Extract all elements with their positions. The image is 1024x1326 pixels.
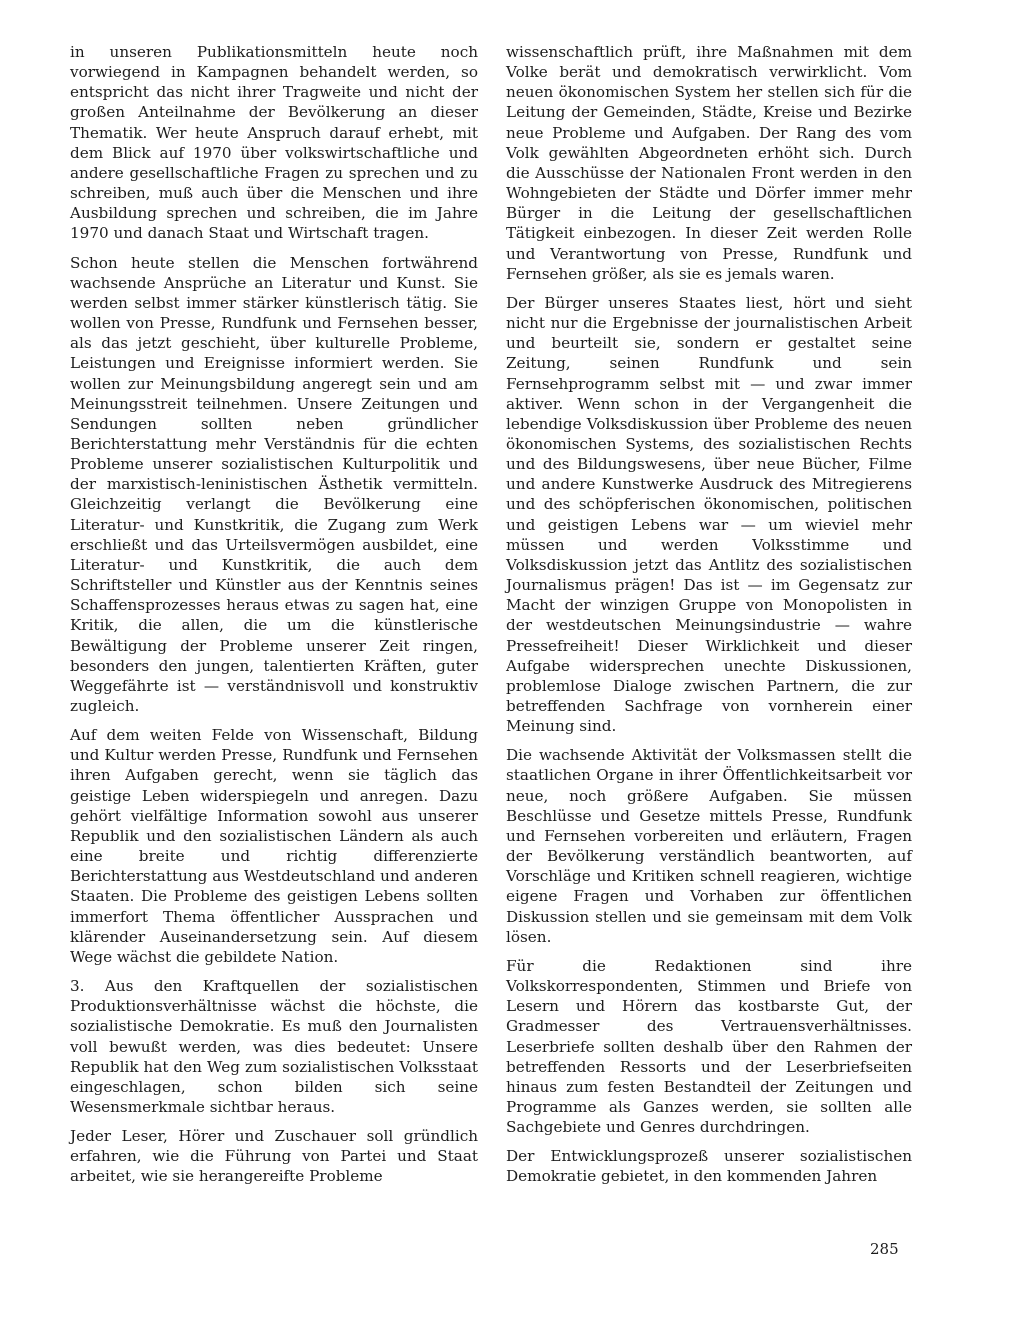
paragraph: Der Bürger unseres Staates liest, hört und sieht nicht nur die Ergebnisse der journalistischen Arbeit und beurteilt sie, sondern er gestaltet seine Zeitung, seinen Rundfunk und sein Fernsehprogramm selbst mit — und zwar immer aktiver. Wenn schon in der Vergangenheit die lebendige Volksdiskussion über Probleme des neuen ökonomischen Systems, des sozialistischen Rechts und des Bildungswesens, über neue Bücher, Filme und andere Kunstwerke Ausdruck des Mitregierens und des schöpferischen ökonomischen, politischen und geistigen Lebens war — um wieviel mehr müssen und werden Volksstimme und Volksdiskussion jetzt das Antlitz des sozialistischen Journalismus prägen! Das ist — im Gegensatz zur Macht der winzigen Gruppe von Monopolisten in der westdeutschen Meinungsindustrie — wahre Pressefreiheit! Dieser Wirklichkeit und dieser Aufgabe widersprechen unechte Diskussionen, problemlose Dialoge zwischen Partnern, die zur betreffenden Sachfrage von vornherein einer Meinung sind.	[506, 293, 912, 736]
left-column	[70, 42, 478, 1196]
paragraph: Auf dem weiten Felde von Wissenschaft, Bildung und Kultur werden Presse, Rundfunk und Fernsehen ihren Aufgaben gerecht, wenn sie täglich das geistige Leben widerspiegeln und anregen. Dazu gehört vielfältige Information sowohl aus unserer Republik und den sozialistischen Ländern als auch eine breite und richtig differenzierte Berichterstattung aus Westdeutschland und anderen Staaten. Die Probleme des geistigen Lebens sollten immerfort Thema öffentlicher Aussprachen und klärender Auseinandersetzung sein. Auf diesem Wege wächst die gebildete Nation.	[70, 726, 478, 966]
paragraph: wissenschaftlich prüft, ihre Maßnahmen mit dem Volke berät und demokratisch verwirklicht. Vom neuen ökonomischen System her stellen sich für die Leitung der Gemeinden, Städte, Kreise und Bezirke neue Probleme und Aufgaben. Der Rang des vom Volk gewählten Abgeordneten erhöht sich. Durch die Ausschüsse der Nationalen Front werden in den Wohngebieten der Städte und Dörfer immer mehr Bürger in die Leitung der gesellschaftlichen Tätigkeit einbezogen. In dieser Zeit werden Rolle und Verantwortung von Presse, Rundfunk und Fernsehen größer, als sie es jemals waren.	[506, 43, 912, 283]
paragraph: Schon heute stellen die Menschen fortwährend wachsende Ansprüche an Literatur und Kunst. Sie werden selbst immer stärker künstlerisch tätig. Sie wollen von Presse, Rundfunk und Fernsehen besser, als das jetzt geschieht, über kulturelle Probleme, Leistungen und Ereignisse informiert werden. Sie wollen zur Meinungsbildung angeregt sein und am Meinungsstreit teilnehmen. Unsere Zeitungen und Sendungen sollten neben gründlicher Berichterstattung mehr Verständnis für die echten Probleme unserer sozialistischen Kulturpolitik und der marxistisch-leninistischen Ästhetik vermitteln. Gleichzeitig verlangt die Bevölkerung eine Literatur- und Kunstkritik, die Zugang zum Werk erschließt und das Urteilsvermögen ausbildet, eine Literatur- und Kunstkritik, die auch dem Schriftsteller und Künstler aus der Kenntnis seines Schaffensprozesses heraus etwas zu sagen hat, eine Kritik, die allen, die um die künstlerische Bewältigung der Probleme unserer Zeit ringen, besonders den jungen, talentierten Kräften, guter Weggefährte ist — verständnisvoll und konstruktiv zugleich.	[70, 253, 478, 715]
paragraph: Jeder Leser, Hörer und Zuschauer soll gründlich erfahren, wie die Führung von Partei und Staat arbeitet, wie sie herangereifte Probleme	[70, 1127, 478, 1186]
paragraph: Für die Redaktionen sind ihre Volkskorrespondenten, Stimmen und Briefe von Lesern und Hörern das kostbarste Gut, der Gradmesser des Vertrauensverhältnisses. Leserbriefe sollten deshalb über den Rahmen der betreffenden Ressorts und der Leserbriefseiten hinaus zum festen Bestandteil der Zeitungen und Programme als Ganzes werden, sie sollten alle Sachgebiete und Genres durchdringen.	[506, 956, 912, 1137]
paragraph: 3. Aus den Kraftquellen der sozialistischen Produktionsverhältnisse wächst die höchste, die sozialistische Demokratie. Es muß den Journalisten voll bewußt werden, was dies bedeutet: Unsere Republik hat den Weg zum sozialistischen Volksstaat eingeschlagen, schon bilden sich seine Wesensmerkmale sichtbar heraus.	[70, 977, 478, 1116]
paragraph: Der Entwicklungsprozeß unserer sozialistischen Demokratie gebietet, in den kommenden Jahren	[506, 1147, 912, 1186]
page-number: 285	[870, 1240, 899, 1258]
paragraph: in unseren Publikationsmitteln heute noch vorwiegend in Kampagnen behandelt werden, so entspricht das nicht ihrer Tragweite und nicht der großen Anteilnahme der Bevölkerung an dieser Thematik. Wer heute Anspruch darauf erhebt, mit dem Blick auf 1970 über volkswirtschaftliche und andere gesellschaftliche Fragen zu sprechen und zu schreiben, muß auch über die Menschen und ihre Ausbildung sprechen und schreiben, die im Jahre 1970 und danach Staat und Wirtschaft tragen.	[70, 43, 478, 243]
right-column	[506, 42, 912, 1196]
paragraph: Die wachsende Aktivität der Volksmassen stellt die staatlichen Organe in ihrer Öffentlichkeitsarbeit vor neue, noch größere Aufgaben. Sie müssen Beschlüsse und Gesetze mittels Presse, Rundfunk und Fernsehen vorbereiten und erläutern, Fragen der Bevölkerung verständlich beantworten, auf Vorschläge und Kritiken schnell reagieren, wichtige eigene Fragen und Vorhaben zur öffentlichen Diskussion stellen und sie gemeinsam mit dem Volk lösen.	[506, 746, 912, 946]
